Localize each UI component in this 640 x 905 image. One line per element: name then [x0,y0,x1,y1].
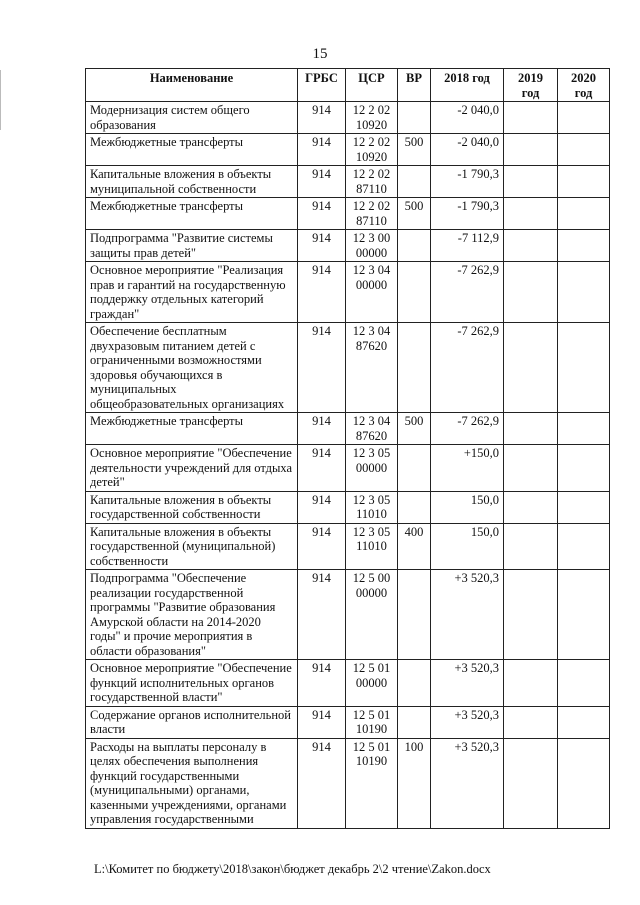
cell-vr [398,262,431,323]
cell-vr [398,570,431,660]
cell-y2018: +150,0 [431,445,504,492]
cell-vr [398,706,431,738]
table-row [86,445,610,492]
cell-y2019 [504,102,558,134]
cell-name: Межбюджетные трансферты [86,134,298,166]
header-2018: 2018 год [431,69,504,102]
cell-grbs: 914 [298,323,346,413]
cell-y2019 [504,166,558,198]
cell-grbs: 914 [298,230,346,262]
cell-csr: 12 3 04 87620 [346,413,398,445]
table-row [86,523,610,570]
header-grbs: ГРБС [298,69,346,102]
cell-vr: 100 [398,738,431,828]
cell-y2020 [558,323,610,413]
cell-name: Капитальные вложения в объекты муниципальной собственности [86,166,298,198]
cell-y2018: +3 520,3 [431,738,504,828]
cell-grbs: 914 [298,491,346,523]
cell-vr [398,660,431,707]
cell-vr: 500 [398,413,431,445]
cell-vr: 500 [398,198,431,230]
header-2019: 2019 год [504,69,558,102]
cell-csr: 12 3 04 87620 [346,323,398,413]
cell-y2018: 150,0 [431,523,504,570]
cell-vr [398,491,431,523]
cell-y2019 [504,413,558,445]
cell-name: Подпрограмма "Развитие системы защиты прав детей" [86,230,298,262]
cell-y2020 [558,413,610,445]
cell-y2018: -2 040,0 [431,102,504,134]
table-row [86,166,610,198]
table-header-row [86,69,610,102]
budget-table [85,68,610,829]
table-row [86,230,610,262]
cell-csr: 12 5 00 00000 [346,570,398,660]
cell-vr: 400 [398,523,431,570]
cell-y2020 [558,198,610,230]
cell-vr [398,323,431,413]
cell-y2020 [558,660,610,707]
cell-name: Подпрограмма "Обеспечение реализации государственной программы "Развитие образования Амурской области на 2014-2020 годы" и прочие мероприятия в области образования" [86,570,298,660]
table-row [86,738,610,828]
cell-csr: 12 3 05 11010 [346,491,398,523]
cell-vr: 500 [398,134,431,166]
cell-grbs: 914 [298,102,346,134]
cell-csr: 12 2 02 10920 [346,102,398,134]
cell-y2018: -2 040,0 [431,134,504,166]
cell-csr: 12 5 01 10190 [346,706,398,738]
page-number: 15 [312,46,328,62]
table-row [86,706,610,738]
cell-y2018: -7 262,9 [431,323,504,413]
cell-name: Содержание органов исполнительной власти [86,706,298,738]
cell-name: Расходы на выплаты персоналу в целях обеспечения выполнения функций государственными (муниципальными) органами, казенными учреждениями, органами управления государственными [86,738,298,828]
cell-grbs: 914 [298,706,346,738]
cell-csr: 12 2 02 87110 [346,198,398,230]
cell-csr: 12 5 01 10190 [346,738,398,828]
cell-name: Основное мероприятие "Реализация прав и гарантий на государственную поддержку отдельных категорий граждан" [86,262,298,323]
header-csr: ЦСР [346,69,398,102]
cell-csr: 12 3 00 00000 [346,230,398,262]
table-row [86,660,610,707]
cell-csr: 12 5 01 00000 [346,660,398,707]
cell-csr: 12 3 05 11010 [346,523,398,570]
cell-csr: 12 2 02 10920 [346,134,398,166]
cell-y2019 [504,230,558,262]
cell-y2018: -7 112,9 [431,230,504,262]
cell-y2018: -1 790,3 [431,198,504,230]
cell-y2020 [558,230,610,262]
header-2020: 2020 год [558,69,610,102]
cell-y2019 [504,738,558,828]
cell-name: Капитальные вложения в объекты государственной собственности [86,491,298,523]
cell-y2019 [504,323,558,413]
cell-name: Межбюджетные трансферты [86,198,298,230]
cell-y2019 [504,523,558,570]
cell-grbs: 914 [298,738,346,828]
table-row [86,262,610,323]
cell-name: Основное мероприятие "Обеспечение функций исполнительных органов государственной власти" [86,660,298,707]
cell-y2018: +3 520,3 [431,660,504,707]
cell-y2020 [558,523,610,570]
cell-grbs: 914 [298,570,346,660]
cell-grbs: 914 [298,262,346,323]
cell-grbs: 914 [298,134,346,166]
header-name: Наименование [86,69,298,102]
cell-vr [398,445,431,492]
cell-y2020 [558,491,610,523]
cell-grbs: 914 [298,445,346,492]
cell-y2020 [558,445,610,492]
cell-name: Модернизация систем общего образования [86,102,298,134]
cell-y2019 [504,262,558,323]
table-row [86,413,610,445]
cell-y2019 [504,660,558,707]
cell-y2020 [558,134,610,166]
cell-y2018: -7 262,9 [431,262,504,323]
cell-name: Обеспечение бесплатным двухразовым питанием детей с ограниченными возможностями здоровья обучающихся в муниципальных общеобразовательных организациях [86,323,298,413]
cell-y2019 [504,491,558,523]
cell-y2020 [558,166,610,198]
cell-vr [398,166,431,198]
cell-name: Основное мероприятие "Обеспечение деятельности учреждений для отдыха детей" [86,445,298,492]
cell-name: Межбюджетные трансферты [86,413,298,445]
cell-y2019 [504,198,558,230]
scan-edge-mark [0,70,1,130]
table-row [86,134,610,166]
table-body [86,102,610,829]
table-row [86,323,610,413]
cell-grbs: 914 [298,413,346,445]
cell-vr [398,102,431,134]
cell-grbs: 914 [298,166,346,198]
cell-grbs: 914 [298,660,346,707]
cell-y2019 [504,706,558,738]
cell-vr [398,230,431,262]
cell-y2018: +3 520,3 [431,570,504,660]
table-row [86,102,610,134]
table-row [86,570,610,660]
cell-csr: 12 3 05 00000 [346,445,398,492]
cell-y2020 [558,706,610,738]
cell-csr: 12 3 04 00000 [346,262,398,323]
footer-file-path: L:\Комитет по бюджету\2018\закон\бюджет декабрь 2\2 чтение\Zakon.docx [94,862,491,876]
cell-y2018: 150,0 [431,491,504,523]
cell-name: Капитальные вложения в объекты государственной (муниципальной) собственности [86,523,298,570]
cell-y2020 [558,262,610,323]
header-vr: ВР [398,69,431,102]
cell-y2018: -1 790,3 [431,166,504,198]
cell-grbs: 914 [298,523,346,570]
cell-grbs: 914 [298,198,346,230]
cell-y2018: +3 520,3 [431,706,504,738]
cell-y2020 [558,738,610,828]
table-row [86,491,610,523]
cell-y2019 [504,445,558,492]
cell-y2019 [504,134,558,166]
cell-csr: 12 2 02 87110 [346,166,398,198]
cell-y2020 [558,570,610,660]
cell-y2019 [504,570,558,660]
cell-y2020 [558,102,610,134]
table-row [86,198,610,230]
cell-y2018: -7 262,9 [431,413,504,445]
